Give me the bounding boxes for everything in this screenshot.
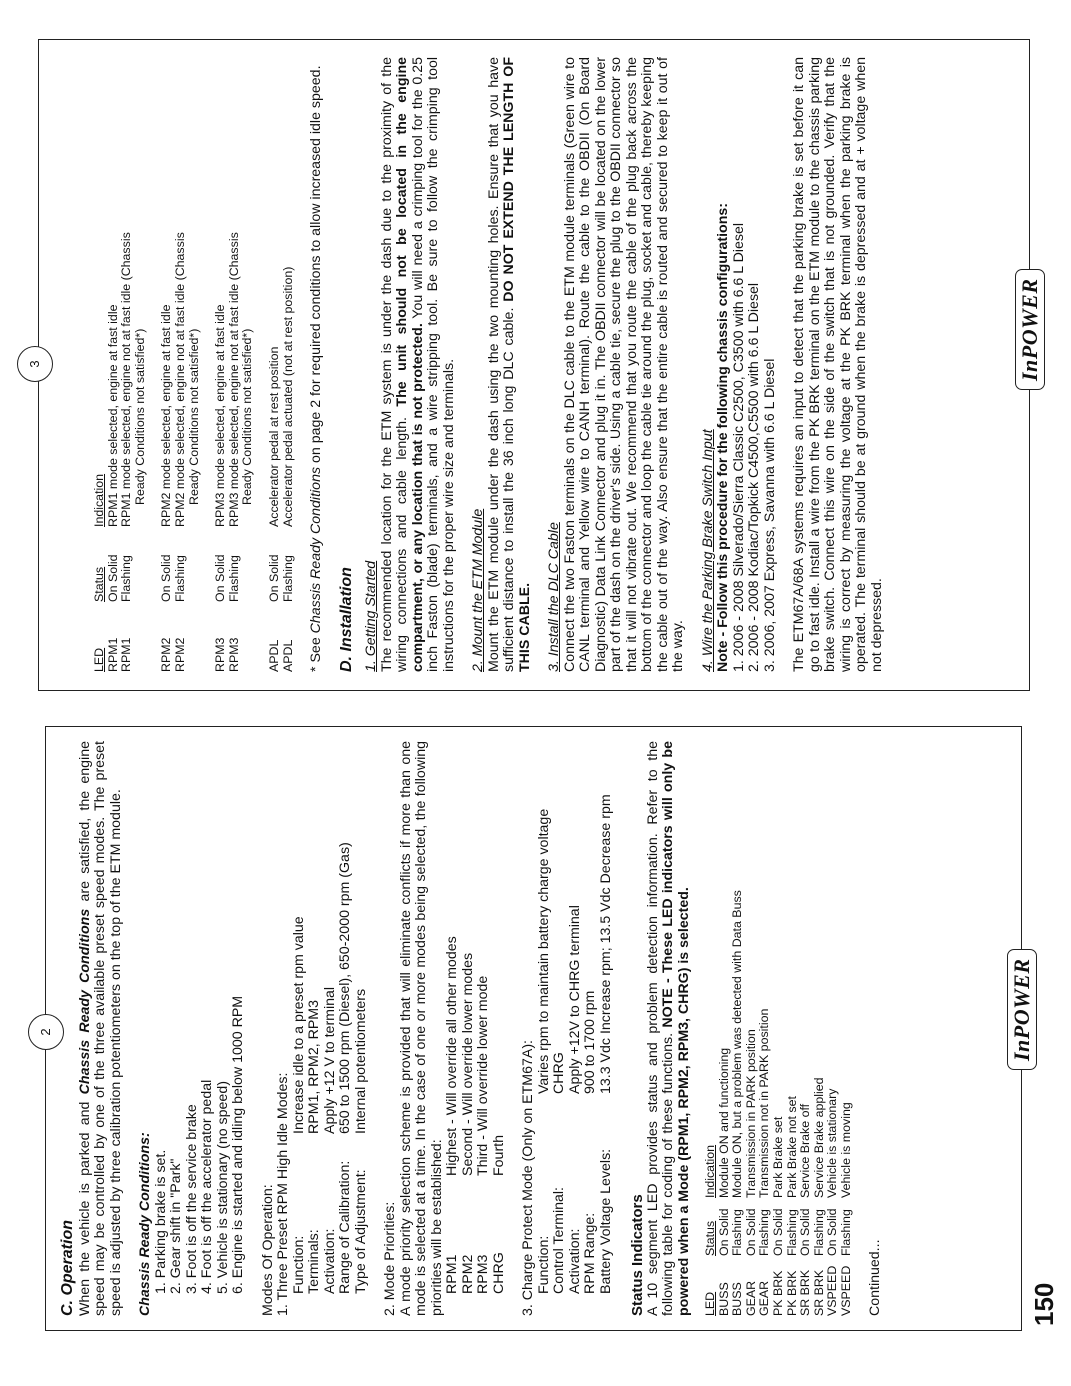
- page-circle-number: 2: [28, 1014, 64, 1050]
- page-two-panel: [38, 726, 1034, 1331]
- header-status: Status: [92, 566, 106, 602]
- mount-title: 2. Mount the ETM Module: [470, 508, 487, 672]
- row-key: Range of Calibration:: [337, 1160, 353, 1294]
- operation-intro: [78, 741, 125, 1316]
- list-item: 3. Foot is off the service brake: [183, 1104, 200, 1294]
- cell-led: APDL: [280, 639, 295, 672]
- table-row: [799, 741, 813, 1316]
- cell-led: RPM1: [119, 637, 134, 672]
- cell-indication: Accelerator pedal actuated (not at rest position): [280, 266, 295, 527]
- operation-title: C. Operation: [59, 1219, 76, 1316]
- cell-indication: Ready Conditions not satisfied*): [132, 328, 147, 505]
- table-row: [107, 57, 121, 672]
- getting-started-text: [380, 57, 458, 672]
- cell-indication: Service Brake applied: [811, 1077, 826, 1198]
- row-value: 13.3 Vdc Increase rpm; 13.5 Vdc Decrease rpm: [597, 794, 614, 1094]
- cell-led: GEAR: [757, 1280, 772, 1316]
- cell-indication: Transmission not in PARK position: [757, 1008, 772, 1198]
- cell-status: On Solid: [213, 554, 228, 602]
- cell-indication: Module ON and functioning: [716, 1047, 731, 1198]
- status-title: Status Indicators: [629, 1194, 646, 1316]
- cell-led: GEAR: [743, 1280, 758, 1316]
- status-text: [646, 741, 693, 1316]
- header-status: Status: [703, 1220, 717, 1256]
- cell-indication: Transmission in PARK position: [743, 1029, 758, 1198]
- cell-indication: Ready Conditions not satisfied*): [240, 328, 255, 505]
- cell-led: PK BRK: [770, 1270, 785, 1316]
- cell-status: On Solid: [266, 554, 281, 602]
- text-segment: Mount the ETM module under the dash using the two mounting holes. Ensure that you have sufficient distance to install the 36 inch long DLC cable.: [485, 57, 518, 672]
- cell-status: On Solid: [798, 1208, 813, 1256]
- cell-indication: RPM1 mode selected, engine not at fast idle (Chassis: [119, 232, 134, 527]
- row-value: 650 to 1500 rpm (Diesel), 650-2000 rpm (Gas): [337, 842, 353, 1134]
- cell-status: Flashing: [280, 555, 295, 602]
- header-led: LED: [92, 647, 106, 672]
- mount-text: [487, 57, 534, 672]
- cell-status: Flashing: [811, 1209, 826, 1256]
- page-circle-number: 3: [17, 346, 53, 382]
- cell-led: RPM2: [172, 637, 187, 672]
- cell-led: RPM3: [226, 637, 241, 672]
- cell-indication: RPM2 mode selected, engine not at fast idle (Chassis: [172, 232, 187, 527]
- table-row: [599, 741, 615, 1316]
- table-row: [568, 741, 584, 1316]
- table-row: [476, 741, 492, 1316]
- cell-led: APDL: [266, 639, 281, 672]
- park-brake-title: 4. Wire the Parking Brake Switch Input: [699, 429, 716, 672]
- row-value: Varies rpm to maintain battery charge voltage: [535, 808, 552, 1094]
- cell-status: On Solid: [743, 1208, 758, 1256]
- getting-started-title: 1. Getting Started: [363, 560, 380, 672]
- table-row: [537, 741, 553, 1316]
- mode-two-title: 2. Mode Priorities:: [382, 1201, 398, 1316]
- cell-status: [134, 527, 148, 602]
- table-row: [552, 741, 568, 1316]
- header-led: LED: [703, 1291, 717, 1316]
- table-row: [120, 57, 134, 672]
- dlc-text: Connect the two Faston terminals on the DLC cable to the ETM module terminals (Green wire to CANL terminal and Yellow wire to CANH terminal). Route the cable to the OBDII (On Board Diagnostic) Data Link Connector and plug it in. The OBDII connector will be located on the lower part of the dash on the driver's side. Using a cable tie, secure the plug to the OBDII connector so that it will not vibrate out. We recommend that you route the cable of the plug back across the bottom of the connector and loop the cable tie around the plug, socket and cable, thereby keeping the cable out of the way. Also ensure that the entire cable is routed and secured to keep it out of the way.: [561, 57, 687, 672]
- row-key: Function:: [535, 1235, 552, 1294]
- cell-status: Flashing: [730, 1209, 745, 1256]
- table-row: [445, 741, 461, 1316]
- cell-led: RPM1: [105, 637, 120, 672]
- text-segment: * See: [308, 633, 325, 672]
- cell-led: VSPEED: [838, 1265, 853, 1316]
- table-row: [241, 57, 255, 672]
- list-item: 1. Parking brake is set.: [152, 1149, 169, 1294]
- cell-led: PK BRK: [784, 1270, 799, 1316]
- text-segment: When the vehicle is parked and: [76, 1094, 93, 1316]
- cell-indication: Service Brake off: [798, 1103, 813, 1198]
- table-row: [786, 741, 800, 1316]
- table-row: [323, 741, 339, 1316]
- park-brake-text: The ETM67A/68A systems requires an input to detect that the parking brake is set before it can go to fast idle. Install a wire from the PK BRK terminal on the ETM module to the chassis parking brake switch. Connect this wire on the side of the switch that is not grounded. Verify that the wiring is correct by measuring the voltage at the PK BRK terminal when the parking brake is operated. The terminal should be at ground when the brake is depressed and at + voltage when not depressed.: [791, 57, 885, 672]
- text-segment: You will need a crimping tool for the 0.25 inch Faston (blade) terminals, and a wire stripping tool. Be sure to follow the crimping tool instructions for the proper wire size and terminals.: [409, 57, 457, 672]
- text-segment: NOTE - These LED indicators will only be powered when a Mode (RPM1, RPM2, RPM3, CHRG) is selected.: [660, 741, 692, 1316]
- cell-indication: Ready Conditions not satisfied*): [186, 328, 201, 505]
- cell-led: VSPEED: [825, 1265, 840, 1316]
- text-segment: Chassis Ready Conditions: [76, 908, 93, 1095]
- cell-indication: Park Brake set: [770, 1116, 785, 1198]
- cell-status: On Solid: [770, 1208, 785, 1256]
- list-item: 2. 2006 - 2008 Kodiac/Topkick C4500,C5500 with 6.6 L Diesel: [746, 282, 763, 672]
- led-rows: [718, 741, 854, 1316]
- cell-led: RPM3: [213, 637, 228, 672]
- inpower-logo: InPOWER: [1007, 949, 1037, 1070]
- page-two-content: [60, 741, 883, 1316]
- table-row: [282, 57, 296, 672]
- row-key: Activation:: [321, 1228, 338, 1294]
- table-row: [307, 741, 323, 1316]
- table-row: [292, 741, 308, 1316]
- chassis-ready-title: Chassis Ready Conditions:: [137, 1132, 153, 1316]
- page-three-panel: [27, 39, 1042, 691]
- mode-three-title: 3. Charge Protect Mode (Only on ETM67A):: [520, 1040, 536, 1316]
- cell-indication: Park Brake not set: [784, 1096, 799, 1198]
- table-row: [338, 741, 354, 1316]
- cell-led: [241, 602, 255, 672]
- cell-status: Flashing: [838, 1209, 853, 1256]
- cell-led: BUSS: [730, 1282, 745, 1316]
- table-row: [492, 741, 508, 1316]
- table-row: [583, 741, 599, 1316]
- cell-indication: Vehicle is stationary: [825, 1088, 840, 1198]
- list-item: 6. Engine is started and idling below 1000 RPM: [230, 995, 246, 1294]
- row-value: Apply +12V to CHRG terminal: [566, 905, 583, 1094]
- cell-led: [134, 602, 148, 672]
- row-key: RPM Range:: [582, 1212, 598, 1294]
- table-row: [214, 57, 228, 672]
- cell-indication: RPM2 mode selected, engine at fast idle: [159, 304, 174, 527]
- table-header: [704, 741, 718, 1316]
- row-key: Function:: [290, 1235, 307, 1294]
- cell-indication: Module ON, but a problem was detected with Data Buss: [730, 890, 745, 1198]
- cell-status: On Solid: [159, 554, 174, 602]
- row-key: RPM3: [475, 1254, 491, 1294]
- table-row: [718, 741, 732, 1316]
- page-number: 150: [1029, 1282, 1059, 1326]
- table-row: [174, 57, 188, 672]
- list-item: 2. Gear shift in "Park": [168, 1158, 184, 1294]
- text-segment: DO NOT EXTEND THE LENGTH OF THIS CABLE.: [501, 57, 533, 672]
- row-value: CHRG: [551, 1052, 567, 1094]
- led-groups: [107, 57, 296, 672]
- row-key: Battery Voltage Levels:: [597, 1148, 614, 1294]
- cell-led: SR BRK: [811, 1269, 826, 1316]
- table-row: [813, 741, 827, 1316]
- cell-status: [188, 527, 202, 602]
- row-value: Second - Will override lower modes: [459, 952, 476, 1176]
- table-row: [840, 741, 854, 1316]
- cell-status: On Solid: [105, 554, 120, 602]
- row-value: Fourth: [490, 1134, 507, 1176]
- priority-table: [445, 741, 507, 1316]
- table-row: [745, 741, 759, 1316]
- table-row: [826, 741, 840, 1316]
- row-key: RPM1: [444, 1254, 460, 1294]
- list-item: 4. Foot is off the accelerator pedal: [199, 1079, 215, 1294]
- table-row: [354, 741, 370, 1316]
- cell-status: On Solid: [825, 1208, 840, 1256]
- row-value: Apply +12 V to terminal: [321, 986, 338, 1134]
- page-three-content: [89, 57, 885, 672]
- cell-indication: Accelerator pedal at rest position: [266, 346, 281, 527]
- cell-status: Flashing: [226, 555, 241, 602]
- text-segment: on page 2 for required conditions to allow increased idle speed.: [308, 65, 325, 467]
- row-value: Internal potentiometers: [352, 988, 369, 1134]
- text-segment: Chassis Ready Conditions: [308, 466, 325, 634]
- installation-title: D. Installation: [337, 567, 355, 672]
- chassis-config-list: [732, 57, 779, 672]
- mode-one-table: [292, 741, 370, 1316]
- dlc-title: 3. Install the DLC Cable: [546, 522, 563, 672]
- table-header: [93, 57, 107, 672]
- text-segment: The recommended location for the ETM system is under the dash due to the proximity of the wiring connections and cable length.: [378, 57, 411, 672]
- row-value: Third - Will override lower mode: [475, 975, 491, 1176]
- cell-led: RPM2: [159, 637, 174, 672]
- text-segment: The unit should not be located in the engine compartment, or any location that is not protected.: [394, 57, 426, 672]
- inpower-logo: InPOWER: [1015, 269, 1045, 390]
- led-status-table: [704, 741, 854, 1316]
- row-value: 900 to 1700 rpm: [582, 990, 598, 1094]
- row-key: Control Terminal:: [551, 1187, 567, 1294]
- table-row: [188, 57, 202, 672]
- list-item: 5. Vehicle is stationary (no speed): [214, 1081, 231, 1294]
- cell-indication: RPM1 mode selected, engine at fast idle: [105, 304, 120, 527]
- table-row: [268, 57, 282, 672]
- list-item: 3. 2006, 2007 Express, Savanna with 6.6 L Diesel: [761, 358, 778, 672]
- cell-status: Flashing: [784, 1209, 799, 1256]
- row-key: CHRG: [490, 1252, 507, 1294]
- mode-two-text: A mode priority selection scheme is provided that will eliminate conflicts if more than one mode is selected at a time. In the case of one or more modes being selected, the following priorities will be established:: [397, 741, 445, 1316]
- table-row: [731, 741, 745, 1316]
- row-value: Increase idle to a preset rpm value: [290, 916, 307, 1134]
- header-indication: Indication: [92, 473, 106, 527]
- cell-status: [241, 527, 255, 602]
- table-row: [160, 57, 174, 672]
- cell-indication: Vehicle is moving: [838, 1102, 853, 1198]
- cell-status: Flashing: [757, 1209, 772, 1256]
- table-row: [772, 741, 786, 1316]
- row-value: Highest - Will override all other modes: [444, 936, 460, 1176]
- park-brake-note: Note - Follow this procedure for the following chassis configurations:: [715, 203, 732, 672]
- cell-led: [188, 602, 202, 672]
- cell-status: Flashing: [172, 555, 187, 602]
- table-row: [228, 57, 242, 672]
- cell-led: SR BRK: [798, 1269, 813, 1316]
- text-segment: A 10 segment LED provides status and problem detection information. Refer to the following table for coding of these functions.: [644, 741, 676, 1316]
- cell-status: On Solid: [716, 1208, 731, 1256]
- chassis-ready-list: [154, 741, 247, 1316]
- cell-status: Flashing: [119, 555, 134, 602]
- cell-led: BUSS: [716, 1282, 731, 1316]
- row-key: Activation:: [566, 1228, 583, 1294]
- row-key: Type of Adjustment:: [352, 1169, 369, 1294]
- cell-indication: RPM3 mode selected, engine at fast idle: [213, 304, 228, 527]
- continued-note: Continued...: [866, 1239, 883, 1316]
- table-row: [461, 741, 477, 1316]
- row-key: RPM2: [459, 1254, 476, 1294]
- table-row: [758, 741, 772, 1316]
- list-item: 1. 2006 - 2008 Silverado/Sierra Classic C2500, C3500 with 6.6 L Diesel: [730, 223, 747, 672]
- mode-one-title: 1. Three Preset RPM High Idle Modes:: [275, 1072, 291, 1316]
- row-key: Terminals:: [306, 1229, 322, 1294]
- header-indication: Indication: [703, 1144, 717, 1198]
- table-row: [134, 57, 148, 672]
- row-value: RPM1, RPM2, RPM3: [306, 999, 322, 1134]
- text-segment: are satisfied, the engine speed may be controlled by one of the three available preset speed modes. The preset speed is adjusted by three calibration potentiometers on the top of the ETM module.: [76, 741, 124, 1316]
- cell-indication: RPM3 mode selected, engine not at fast idle (Chassis: [226, 232, 241, 527]
- mode-three-table: [537, 741, 615, 1316]
- modes-title: Modes Of Operation:: [259, 1184, 276, 1316]
- led-mode-table: [93, 57, 295, 672]
- footnote: [309, 57, 325, 672]
